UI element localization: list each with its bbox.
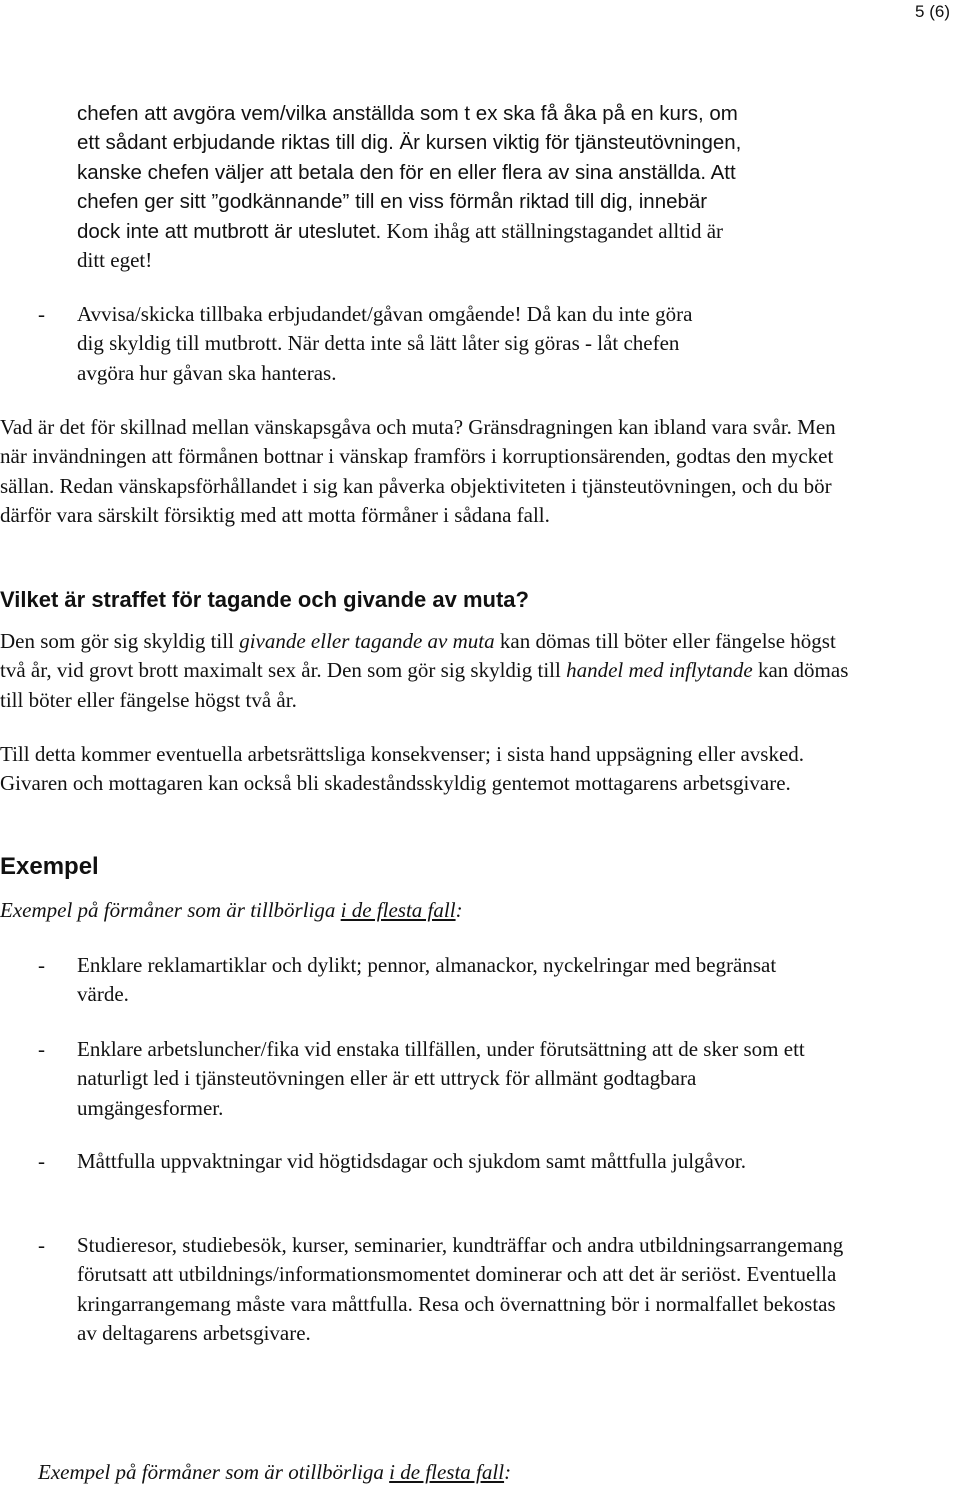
bullet-text: Enklare reklamartiklar och dylikt; pennor, almanackor, nyckelringar med begränsat värde. <box>77 953 777 1007</box>
paragraph-consequences: Till detta kommer eventuella arbetsrättsliga konsekvenser; i sista hand uppsägning eller avsked. Givaren och mottagaren kan också bli skadeståndsskyldig gentemot mottagarens arbetsgivare. <box>0 742 805 796</box>
bullet-line: dig skyldig till mutbrott. När detta inte så lätt låter sig göras - låt chefen <box>77 331 680 356</box>
text-segment: Kom ihåg att ställningstagandet alltid är <box>381 218 724 243</box>
text-line: ditt eget! <box>77 248 153 273</box>
paragraph-continuation <box>77 99 947 275</box>
bullet-text: Enklare arbetsluncher/fika vid enstaka tillfällen, under förutsättning att de sker som ett naturligt led i tjänsteutövningen eller är ett uttryck för allmänt godtagbara umgängesformer. <box>77 1037 805 1120</box>
heading-penalty: Vilket är straffet för tagande och givande av muta? <box>0 587 529 612</box>
italic-term-bribery: givande eller tagande av muta <box>239 629 495 653</box>
text-line <box>77 217 947 246</box>
italic-term-trading-influence: handel med inflytande <box>566 658 753 683</box>
page-number: 5 (6) <box>915 2 950 21</box>
intro-underlined: i de flesta fall <box>340 898 456 922</box>
bullet-text: Studieresor, studiebesök, kurser, seminarier, kundträffar och andra utbildningsarrangemang förutsatt att utbildnings/informationsmomentet dominerar och att det är seriöst. Eventuella kringarrangemang måste vara måttfulla. Resa och övernattning bör i normalfallet bekostas av deltagarens arbetsgivare. <box>77 1233 844 1346</box>
appropriate-examples-intro <box>0 896 950 925</box>
text-segment: dock inte att mutbrott är uteslutet. <box>77 219 382 243</box>
inappropriate-examples-intro <box>38 1458 948 1487</box>
intro-text: Exempel på förmåner som är tillbörliga <box>0 898 341 922</box>
bullet-dash: - <box>38 1233 45 1257</box>
text-segment: Den som gör sig skyldig till <box>0 629 240 653</box>
bullet-line <box>38 300 948 329</box>
bullet-dash: - <box>38 302 45 326</box>
list-item <box>38 951 828 1010</box>
text-segment: kan dömas till böter eller fängelse högst två år, vid grovt brott maximalt sex år. Den som gör sig skyldig till <box>0 629 836 683</box>
paragraph-penalty <box>0 627 860 715</box>
bullet-return-gift <box>38 300 948 388</box>
heading-example: Exempel <box>0 853 99 880</box>
intro-colon: : <box>504 1460 512 1484</box>
list-item <box>38 1231 848 1349</box>
list-item <box>38 1147 798 1176</box>
text-line: kanske chefen väljer att betala den för en eller flera av sina anställda. Att <box>77 160 736 184</box>
intro-underlined: i de flesta fall <box>389 1460 505 1484</box>
text-line: ett sådant erbjudande riktas till dig. Är kursen viktig för tjänsteutövningen, <box>77 131 742 155</box>
intro-text: Exempel på förmåner som är otillbörliga <box>38 1460 390 1484</box>
bullet-line: avgöra hur gåvan ska hanteras. <box>77 360 337 385</box>
bullet-dash: - <box>38 953 45 977</box>
text-line: chefen att avgöra vem/vilka anställda som t ex ska få åka på en kurs, om <box>77 102 738 125</box>
bullet-dash: - <box>38 1037 45 1061</box>
bullet-text: Måttfulla uppvaktningar vid högtidsdagar och sjukdom samt måttfulla julgåvor. <box>77 1149 746 1173</box>
text-line: chefen ger sitt ”godkännande” till en viss förmån riktad till dig, innebär <box>77 190 708 214</box>
intro-colon: : <box>455 898 463 922</box>
list-item <box>38 1035 838 1123</box>
text-segment: kan dömas till böter eller fängelse högst två år. <box>0 658 849 712</box>
bullet-dash: - <box>38 1149 45 1173</box>
paragraph-friendship-gift: Vad är det för skillnad mellan vänskapsgåva och muta? Gränsdragningen kan ibland vara svår. Men när invändningen att förmånen bottnar i vänskap framförs i korruptionsärenden, godtas den mycket sällan. Redan vänskapsförhållandet i sig kan påverka objektiviteten i tjänsteutövningen, och du bör därför vara särskilt försiktig med att motta förmåner i sådana fall. <box>0 415 836 528</box>
bullet-text: Avvisa/skicka tillbaka erbjudandet/gåvan omgående! Då kan du inte göra <box>77 302 693 326</box>
